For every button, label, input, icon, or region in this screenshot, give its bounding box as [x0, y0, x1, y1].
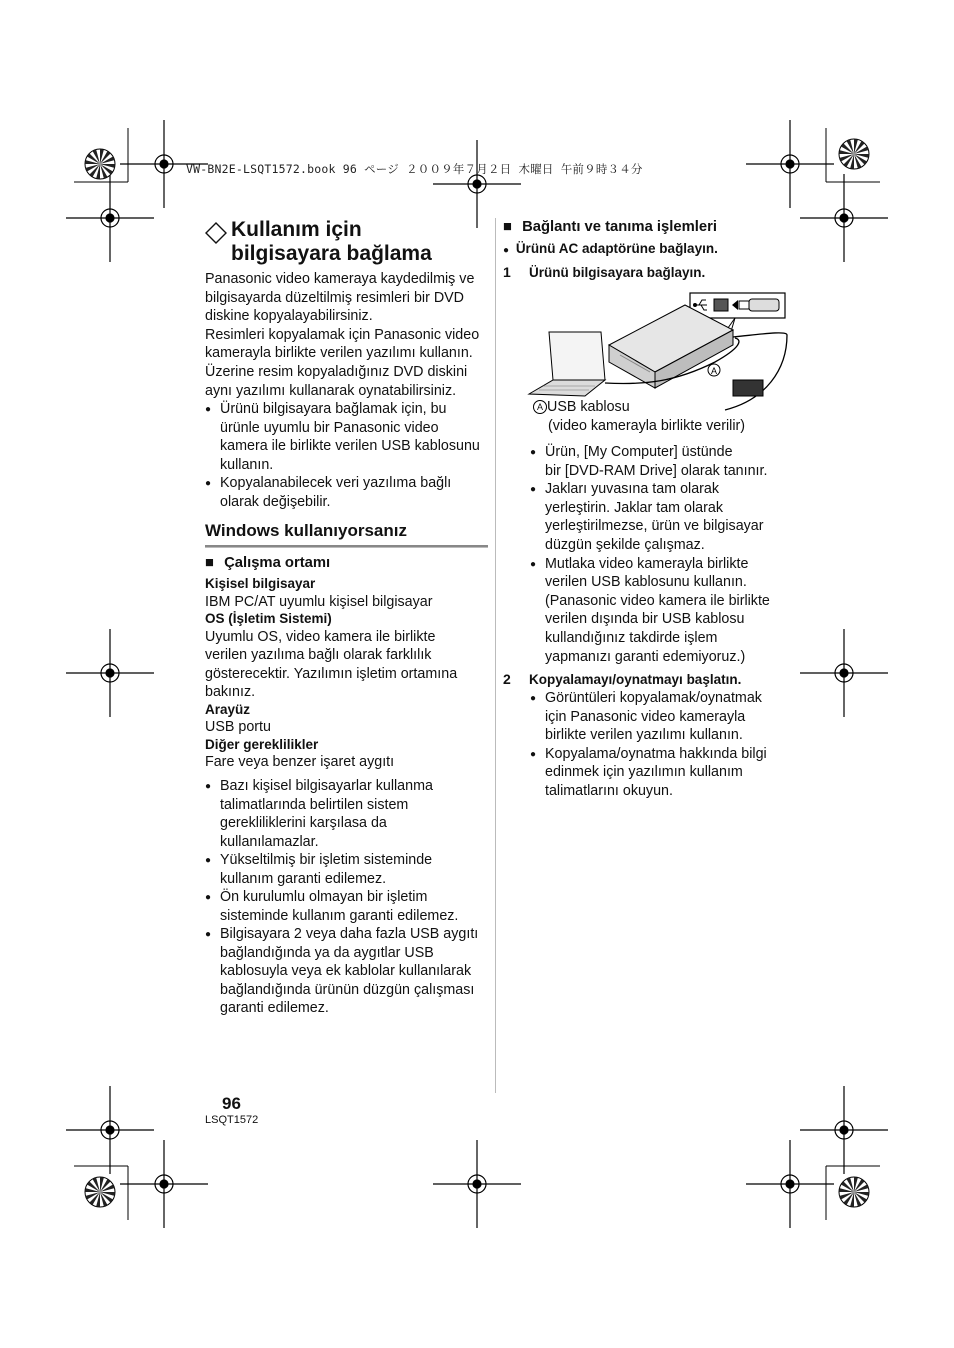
bullet-dot: ● [530, 748, 537, 760]
bullet-dot: ● [205, 929, 212, 940]
callout-a-letter: A [710, 366, 718, 376]
square-bullet-icon: ■ [205, 555, 214, 571]
bullet-text-line: Bazı kişisel bilgisayarlar kullanma [220, 778, 433, 794]
sunburst-dial [85, 149, 115, 179]
bullet-text-line: düzgün şekilde çalışmaz. [545, 537, 705, 553]
env-label: Arayüz [205, 701, 251, 717]
env-label: Kişisel bilgisayar [205, 576, 316, 591]
sunburst-dial [839, 139, 869, 169]
bullet-text-line: Mutlaka video kamerayla birlikte [545, 555, 749, 572]
bullet-text-line: kullanılamazlar. [220, 833, 319, 850]
cable-caption-text: USB kablosu [547, 399, 630, 415]
intro-line: Panasonic video kameraya kaydedilmiş ve [205, 271, 475, 287]
bullet-text-line: kullanın. [220, 456, 274, 473]
intro-line: bilgisayarda düzeltilmiş resimleri bir DVD [205, 289, 465, 306]
bullet-text-line: kablosuyla veya ek kablolar kullanılarak [220, 963, 472, 979]
sunburst-dial [839, 1177, 869, 1207]
ac-adapter [733, 380, 763, 396]
env-heading [205, 555, 330, 571]
book-file-header: VW-BN2E-LSQT1572.book 96 ページ ２００９年７月２日 木曜日 午前９時３４分 [186, 162, 643, 176]
bullet-text-line: yapmanızı garanti edemiyoruz.) [545, 648, 746, 665]
square-bullet-icon: ■ [503, 219, 512, 235]
bullet-dot: ● [205, 781, 212, 792]
env-value-line: Uyumlu OS, video kamera ile birlikte [205, 628, 436, 645]
power-cable [725, 333, 787, 410]
title-line-2: bilgisayara bağlama [231, 242, 432, 265]
section-heading: Windows kullanıyorsanız [205, 521, 407, 540]
bullet-text-line: Yükseltilmiş bir işletim sisteminde [220, 852, 433, 868]
bullet-text-line: kullanım garanti edilemez. [220, 870, 387, 887]
bullet-text-line: talimatlarını okuyun. [545, 783, 673, 799]
page-number: 96 [222, 1094, 241, 1113]
env-label: Diğer gereklilikler [205, 736, 319, 752]
env-value-line: gösterecektir. Yazılımın işletim ortamına [205, 665, 458, 682]
bullet-dot: ● [530, 693, 537, 704]
bullet-text-line: verilen dışında bir USB kablosu [545, 611, 745, 628]
pre-step [503, 241, 718, 256]
bullet-dot: ● [530, 447, 537, 458]
bullet-dot: ● [205, 855, 212, 866]
env-value-line: IBM PC/AT uyumlu kişisel bilgisayar [205, 593, 433, 610]
bullet-text-line: talimatlarında belirtilen sistem [220, 796, 409, 813]
connection-heading [503, 219, 717, 235]
bullet-text-line: yerleştirin. Jaklar tam olarak [545, 499, 723, 516]
env-label: OS (İşletim Sistemi) [205, 611, 332, 626]
step-2-number: 2 [503, 671, 511, 687]
bullet-text-line: Görüntüleri kopyalamak/oynatmak [545, 690, 762, 706]
bullet-text-line: bağlandığında ya da aygıtlar USB [220, 944, 434, 961]
bullet-text-line: bağlandığında ürünün düzgün çalışması [220, 981, 475, 998]
diamond-icon [205, 222, 227, 244]
bullet-text-line: Ürünü bilgisayara bağlamak için, bu [220, 401, 447, 417]
bullet-text-line: verilen USB kablosunu kullanın. [545, 574, 747, 591]
bullet-text-line: gerekliliklerini karşılasa da [220, 815, 387, 831]
bullet-dot: ● [530, 558, 537, 570]
title-line-1: Kullanım için [231, 218, 362, 241]
section-divider [205, 545, 488, 548]
bullet-text-line: Kopyalanabilecek veri yazılıma bağlı [220, 475, 452, 491]
bullet-text-line: olarak değişebilir. [220, 493, 331, 510]
sunburst-dial [85, 1177, 115, 1207]
bullet-text-line: kullandığınız takdirde işlem [545, 630, 718, 646]
intro-line: kamerayla birlikte verilen yazılımı kullanın. [205, 345, 473, 362]
bullet-text-line: için Panasonic video kamerayla [545, 708, 746, 725]
pre-step-text: Ürünü AC adaptörüne bağlayın. [515, 241, 718, 256]
intro-line: diskine kopyalayabilirsiniz. [205, 308, 373, 325]
bullet-text-line: Ön kurulumlu olmayan bir işletim [220, 889, 428, 905]
laptop-base [529, 380, 605, 396]
env-value-line: USB portu [205, 719, 271, 735]
step-1-number: 1 [503, 264, 511, 280]
cable-caption-line-1 [533, 398, 630, 417]
bullet-text-line: garanti edilemez. [220, 1000, 329, 1016]
bullet-text-line: Kopyalama/oynatma hakkında bilgi [545, 745, 767, 762]
bullet-text-line: yerleştirilmezse, ürün ve bilgisayar [545, 518, 764, 535]
env-heading-text: Çalışma ortamı [224, 555, 331, 571]
bullet-dot: ● [503, 245, 510, 256]
bullet-dot: ● [205, 404, 212, 415]
connection-heading-text: Bağlantı ve tanıma işlemleri [522, 219, 717, 235]
cable-caption-line-2: (video kamerayla birlikte verilir) [548, 418, 746, 434]
bullet-text-line: bir [DVD-RAM Drive] olarak tanınır. [545, 462, 768, 479]
document-code: LSQT1572 [205, 1114, 259, 1126]
step-1-text: Ürünü bilgisayara bağlayın. [529, 265, 706, 280]
bullet-text-line: Jakları yuvasına tam olarak [545, 481, 720, 498]
env-value-line: verilen yazılıma bağlı olarak farklılık [205, 647, 432, 663]
step-2-text: Kopyalamayı/oynatmayı başlatın. [529, 672, 742, 687]
callout-a-badge: A [533, 400, 547, 414]
bullet-text-line: edinmek için yazılımın kullanım [545, 764, 743, 781]
bullet-text-line: sisteminde kullanım garanti edilemez. [220, 907, 459, 924]
intro-line: Resimleri kopyalamak için Panasonic video [205, 326, 480, 343]
usb-plug-icon [749, 299, 779, 311]
env-value-line: Fare veya benzer işaret aygıtı [205, 754, 395, 770]
column-divider [495, 218, 496, 1093]
intro-line: aynı yazılımı kullanarak oynatabilirsiniz. [205, 382, 457, 399]
bullet-text-line: kamera ile birlikte verilen USB kablosunu [220, 438, 480, 454]
intro-line: Üzerine resim kopyaladığınız DVD diskini [205, 364, 468, 380]
env-value-line: bakınız. [205, 684, 256, 700]
bullet-text-line: (Panasonic video kamera ile birlikte [545, 592, 770, 609]
bullet-text-line: ürünle uyumlu bir Panasonic video [220, 419, 439, 436]
laptop-screen [549, 332, 605, 380]
bullet-text-line: Ürün, [My Computer] üstünde [545, 444, 733, 460]
bullet-text-line: Bilgisayara 2 veya daha fazla USB aygıtı [220, 926, 479, 942]
bullet-text-line: birlikte verilen yazılımı kullanın. [545, 727, 743, 744]
bullet-dot: ● [530, 484, 537, 496]
bullet-dot: ● [205, 892, 212, 903]
usb-port-icon [714, 299, 728, 311]
bullet-dot: ● [205, 478, 212, 489]
